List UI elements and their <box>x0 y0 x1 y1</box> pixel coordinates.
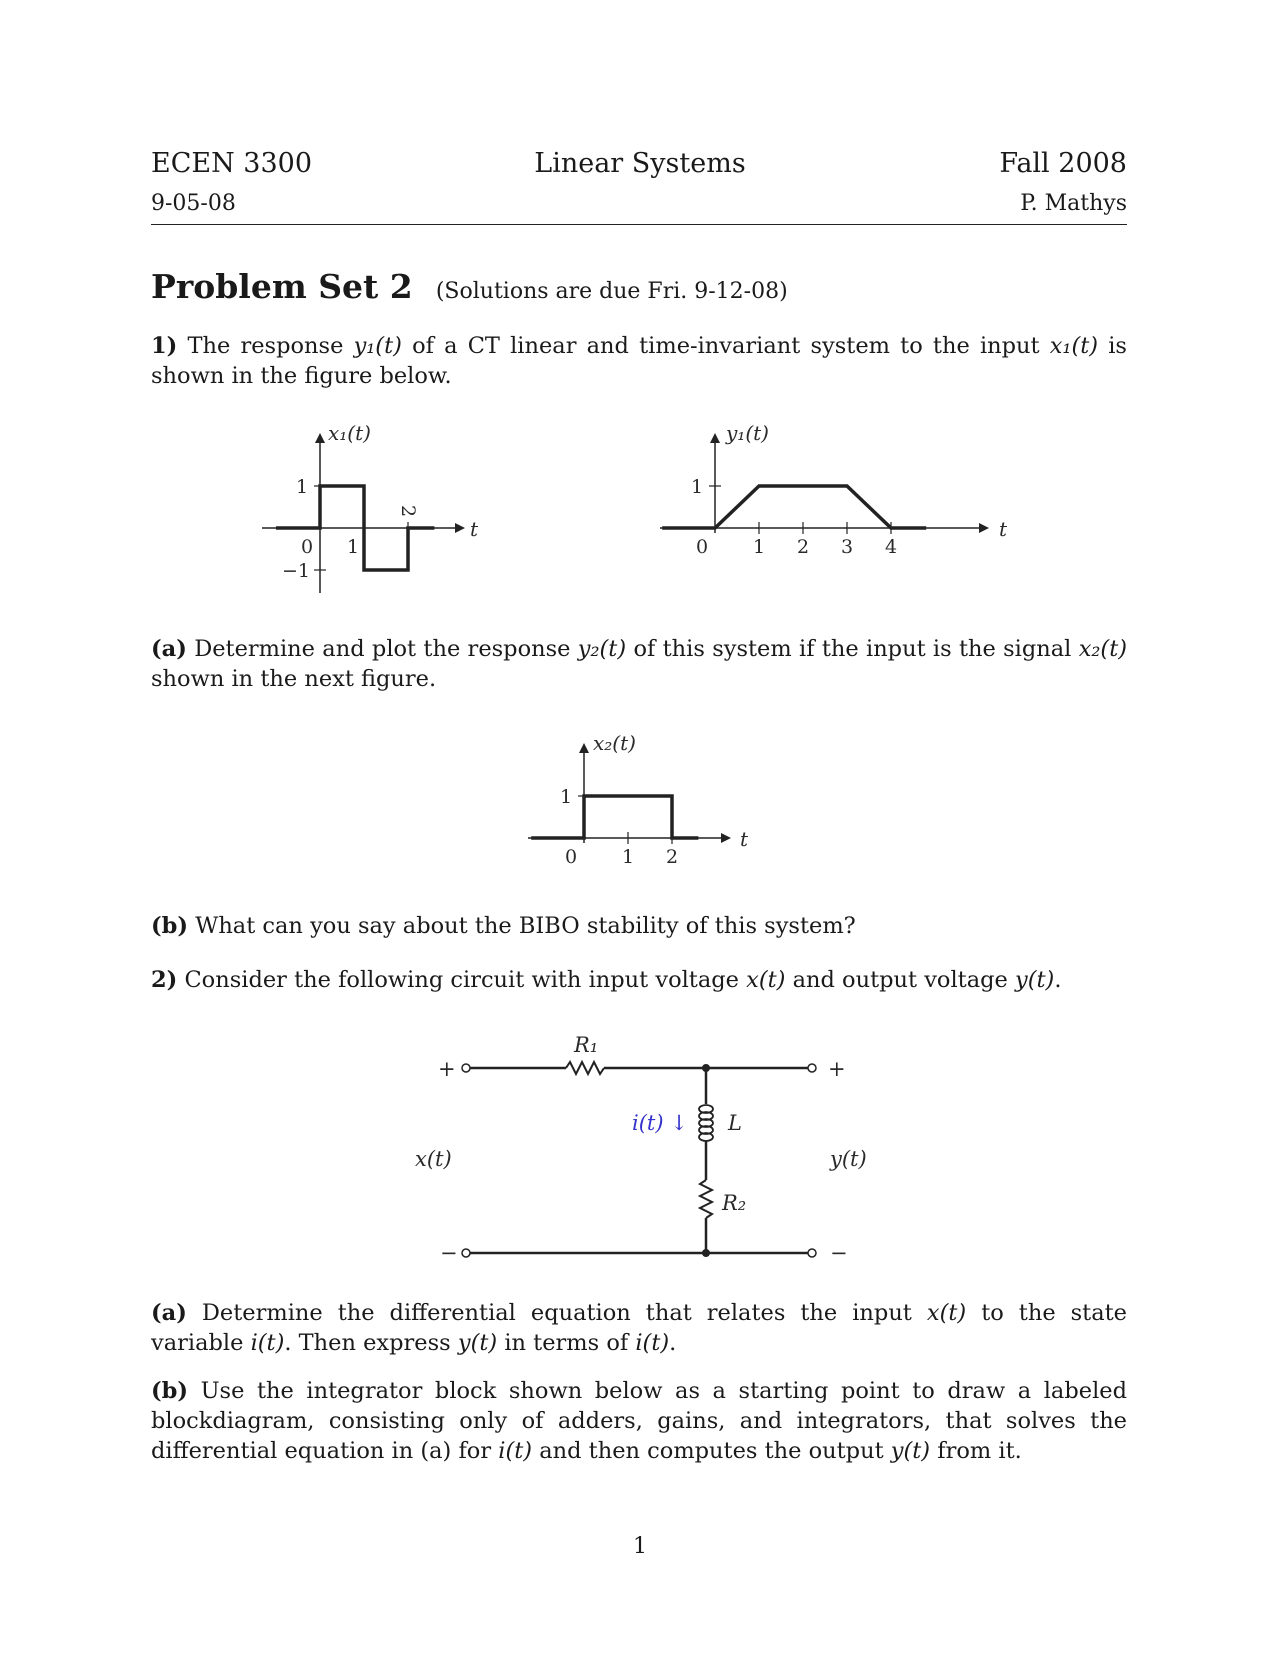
p2a-x: x(t) <box>926 1300 967 1326</box>
p2-text-c: . <box>1054 967 1062 993</box>
p2a-text-b: to the state variable <box>151 1300 1127 1356</box>
problem-2-number: 2) <box>151 967 178 993</box>
page-number: 1 <box>633 1534 647 1559</box>
problem-2b-label: (b) <box>151 1378 189 1404</box>
problem-set-title: Problem Set 2 <box>151 267 413 306</box>
p1-text-c: is shown in the figure below. <box>151 333 1127 389</box>
p2-y: y(t) <box>1015 967 1055 993</box>
label-output-voltage: y(t) <box>830 1147 867 1171</box>
x1-tick-label-neg1: −1 <box>282 560 311 582</box>
x1-axis-label: t <box>470 517 479 541</box>
y1-tick-label-t2: 2 <box>797 536 810 558</box>
x2-signal <box>531 796 698 838</box>
y1-axis-label: t <box>999 517 1008 541</box>
p1-text-b: of a CT linear and time-invariant system to the input <box>412 333 1040 359</box>
p1a-text-b: of this system if the input is the signal <box>633 636 1072 662</box>
p2a-i: i(t) <box>250 1330 285 1356</box>
p1b-text: What can you say about the BIBO stability of this system? <box>195 913 856 939</box>
y1-plot <box>660 421 1008 558</box>
y1-tick-label-0: 0 <box>696 536 709 558</box>
p1a-y2: y₂(t) <box>577 636 627 662</box>
x1-tick-label-t2: 2 <box>397 505 419 518</box>
p2a-text-c: . Then express <box>284 1330 451 1356</box>
instructor: P. Mathys <box>1020 191 1127 216</box>
p1a-x2: x₂(t) <box>1078 636 1128 662</box>
figure-2 <box>0 725 1280 875</box>
p1-text-a: The response <box>187 333 344 359</box>
problem-1a-text <box>151 634 1127 694</box>
p2a-text-d: in terms of <box>504 1330 629 1356</box>
y1-tick-label-1: 1 <box>691 476 704 498</box>
x1-tick-label-0: 0 <box>301 536 314 558</box>
y1-tick-label-t4: 4 <box>885 536 898 558</box>
y1-label: y₁(t) <box>726 421 769 445</box>
p2b-text-b: and then computes the output <box>539 1438 884 1464</box>
header-rule <box>151 224 1127 225</box>
x2-tick-label-0: 0 <box>565 846 578 868</box>
problem-1-text <box>151 331 1127 391</box>
p1a-text-c: shown in the next figure. <box>151 666 437 692</box>
label-minus-out: − <box>830 1241 848 1265</box>
figure-1 <box>0 415 1280 615</box>
p1-x1: x₁(t) <box>1049 333 1099 359</box>
x2-plot <box>528 731 749 868</box>
date: 9-05-08 <box>151 191 236 216</box>
problem-2-text <box>151 965 1127 995</box>
label-r2: R₂ <box>722 1191 747 1215</box>
p2-x: x(t) <box>746 967 786 993</box>
problem-2b-text <box>151 1376 1127 1466</box>
term: Fall 2008 <box>999 148 1127 179</box>
x1-plot <box>262 421 479 593</box>
x2-tick-label-t2: 2 <box>666 846 679 868</box>
course-code: ECEN 3300 <box>151 148 312 179</box>
input-terminal-minus <box>462 1249 470 1257</box>
x1-tick-label-1: 1 <box>296 476 309 498</box>
output-terminal-plus <box>808 1064 816 1072</box>
p1a-text-a: Determine and plot the response <box>194 636 571 662</box>
p2a-text-e: . <box>669 1330 677 1356</box>
p1-y1: y₁(t) <box>353 333 402 359</box>
p2b-text-a: Use the integrator block shown below as a starting point to draw a labeled blockdiagram, consisting only of adders, gains, and integrators, that solves the differential equation in (a) for <box>151 1378 1127 1464</box>
y1-tick-label-t1: 1 <box>753 536 766 558</box>
problem-set-heading <box>151 267 788 306</box>
p2-text-b: and output voltage <box>792 967 1008 993</box>
x1-label: x₁(t) <box>328 421 371 445</box>
x2-tick-label-1: 1 <box>560 786 573 808</box>
resistor-r1 <box>566 1062 604 1074</box>
x1-tick-label-t1: 1 <box>347 536 360 558</box>
problem-1a-label: (a) <box>151 636 187 662</box>
problem-1-number: 1) <box>151 333 178 359</box>
label-l: L <box>728 1111 742 1135</box>
label-plus-out: + <box>828 1057 846 1081</box>
p2a-text-a: Determine the differential equation that relates the input <box>201 1300 912 1326</box>
problem-1b-label: (b) <box>151 913 189 939</box>
x2-tick-label-t1: 1 <box>622 846 635 868</box>
p2a-y: y(t) <box>457 1330 498 1356</box>
x2-axis-label: t <box>740 827 749 851</box>
p2b-y: y(t) <box>890 1438 931 1464</box>
resistor-r2 <box>700 1180 712 1218</box>
y1-tick-label-t3: 3 <box>841 536 854 558</box>
problem-2a-label: (a) <box>151 1300 187 1326</box>
p2b-text-c: from it. <box>937 1438 1022 1464</box>
problem-2a-text <box>151 1298 1127 1358</box>
inductor-l <box>699 1105 713 1141</box>
p2a-i2: i(t) <box>635 1330 670 1356</box>
course-title: Linear Systems <box>534 148 746 179</box>
x2-label: x₂(t) <box>593 731 636 755</box>
due-date: (Solutions are due Fri. 9-12-08) <box>435 279 788 304</box>
label-r1: R₁ <box>574 1033 599 1057</box>
p2-text-a: Consider the following circuit with input voltage <box>184 967 739 993</box>
label-input-voltage: x(t) <box>415 1147 452 1171</box>
p2b-i: i(t) <box>498 1438 533 1464</box>
label-plus-in: + <box>438 1057 456 1081</box>
problem-1b-text <box>151 911 1127 941</box>
circuit-diagram <box>0 1020 1280 1265</box>
input-terminal-plus <box>462 1064 470 1072</box>
label-minus-in: − <box>440 1241 458 1265</box>
label-current: i(t) ↓ <box>632 1111 688 1135</box>
output-terminal-minus <box>808 1249 816 1257</box>
